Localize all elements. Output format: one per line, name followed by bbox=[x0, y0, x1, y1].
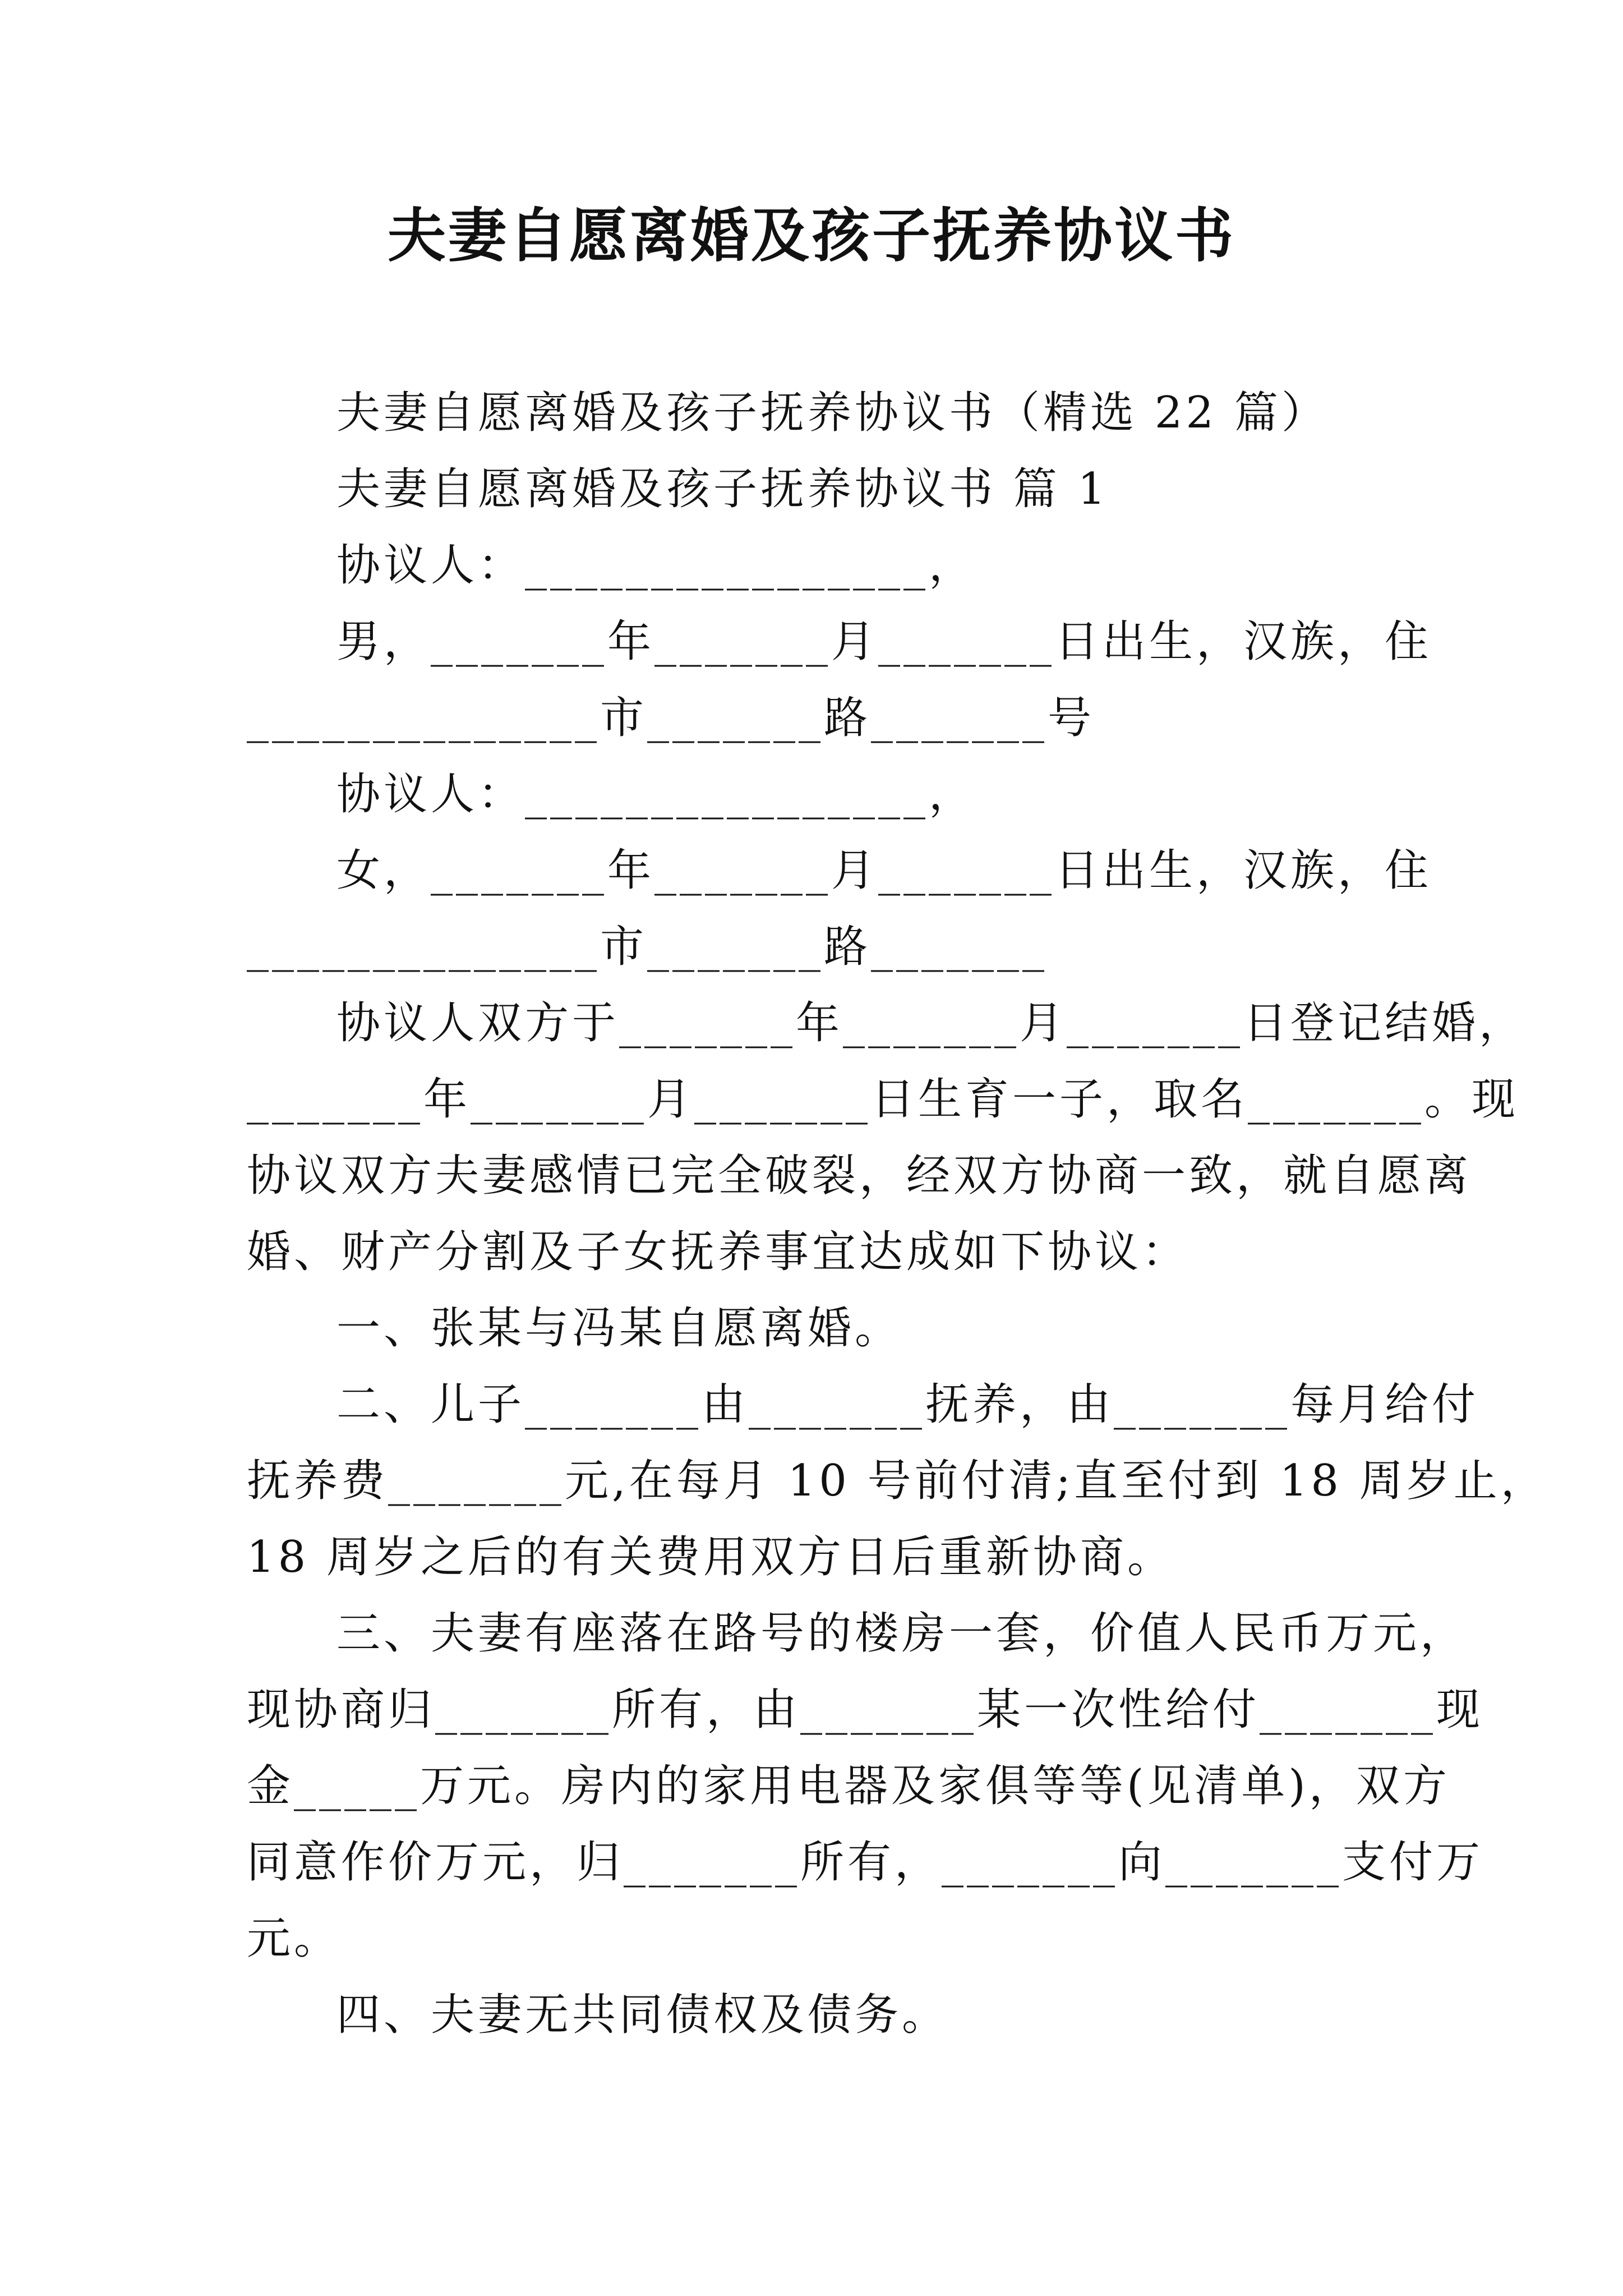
clause-3-line-5: 元。 bbox=[247, 1913, 342, 1964]
clause-3-line-2: 现协商归_______所有，由_______某一次性给付_______现 bbox=[247, 1685, 1484, 1735]
paragraph-marriage-line-3: 协议双方夫妻感情已完全破裂，经双方协商一致，就自愿离 bbox=[247, 1151, 1472, 1201]
clause-3-line-3: 金_____万元。房内的家用电器及家俱等等(见清单)，双方 bbox=[247, 1761, 1450, 1811]
paragraph-marriage-line-1: 协议人双方于_______年_______月_______日登记结婚， bbox=[336, 998, 1527, 1048]
party-2-label: 协议人：________________， bbox=[336, 769, 976, 820]
clause-2-line-2: 抚养费_______元,在每月 10 号前付清;直至付到 18 周岁止， bbox=[247, 1456, 1548, 1506]
clause-3-line-1: 三、夫妻有座落在路号的楼房一套，价值人民币万元， bbox=[336, 1608, 1468, 1659]
party-2-address-line: ______________市_______路_______ bbox=[247, 922, 1048, 972]
clause-2-line-3: 18 周岁之后的有关费用双方日后重新协商。 bbox=[247, 1532, 1175, 1582]
paragraph-marriage-line-4: 婚、财产分割及子女抚养事宜达成如下协议： bbox=[247, 1227, 1189, 1277]
clause-1: 一、张某与冯某自愿离婚。 bbox=[336, 1303, 902, 1354]
subtitle-part-1: 夫妻自愿离婚及孩子抚养协议书 篇 1 bbox=[336, 464, 1109, 514]
subtitle-collection: 夫妻自愿离婚及孩子抚养协议书（精选 22 篇） bbox=[336, 388, 1329, 438]
clause-2-line-1: 二、儿子_______由_______抚养，由_______每月给付 bbox=[336, 1379, 1479, 1430]
clause-4: 四、夫妻无共同债权及债务。 bbox=[336, 1990, 949, 2040]
party-1-birth-line: 男，_______年_______月_______日出生，汉族，住 bbox=[336, 616, 1432, 667]
party-2-birth-line: 女，_______年_______月_______日出生，汉族，住 bbox=[336, 845, 1432, 896]
party-1-label: 协议人：________________， bbox=[336, 540, 976, 591]
party-1-address-line: ______________市_______路_______号 bbox=[247, 693, 1095, 743]
paragraph-marriage-line-2: _______年_______月_______日生育一子，取名_______。现 bbox=[247, 1074, 1519, 1125]
clause-3-line-4: 同意作价万元，归_______所有，_______向_______支付万 bbox=[247, 1837, 1484, 1888]
document-title: 夫妻自愿离婚及孩子抚养协议书 bbox=[387, 201, 1235, 270]
